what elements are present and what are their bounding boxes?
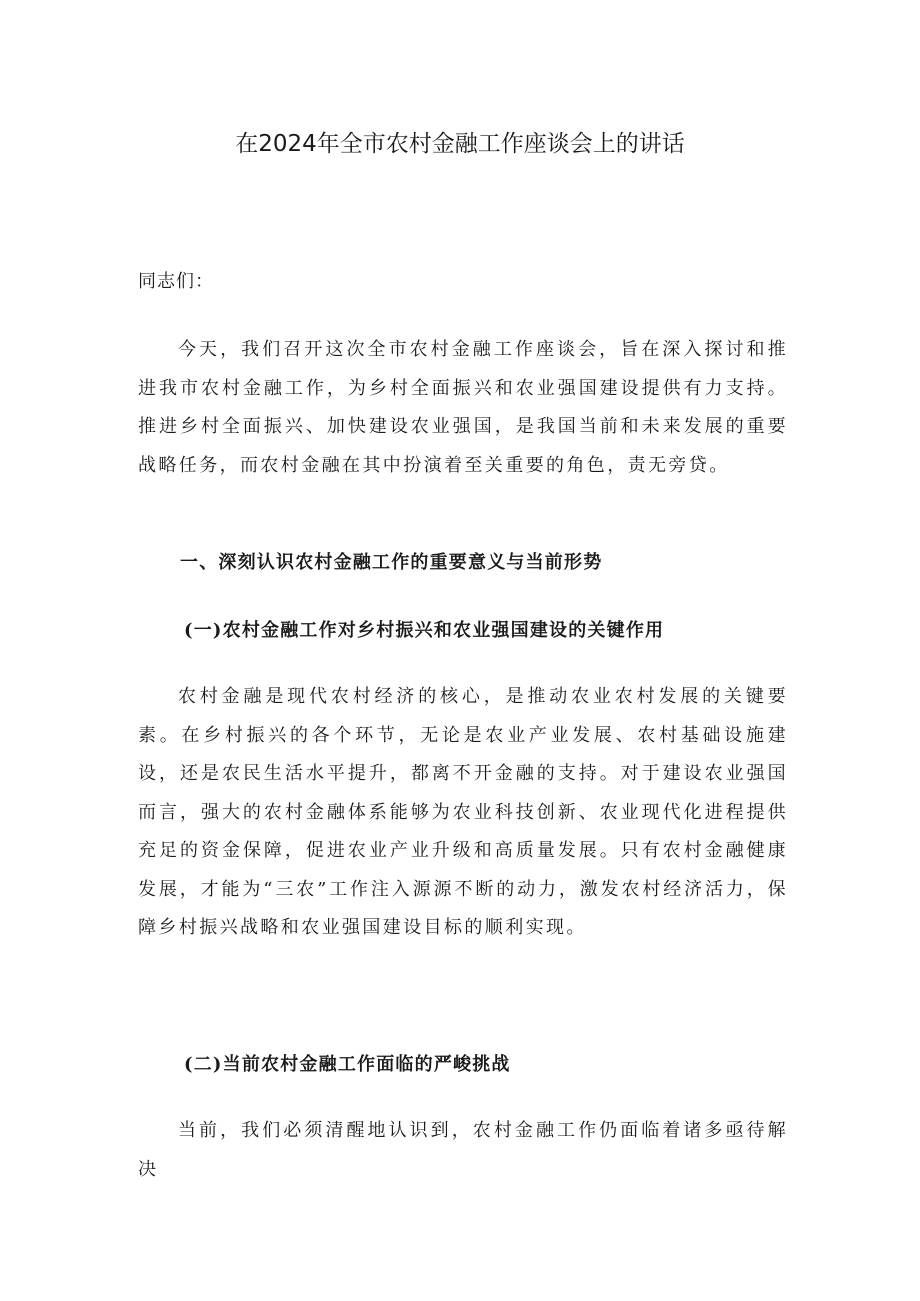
- section-heading-1: 一、深刻认识农村金融工作的重要意义与当前形势: [180, 552, 603, 573]
- subsection-heading-1-2: (二)当前农村金融工作面临的严峻挑战: [184, 1054, 511, 1075]
- paragraph-challenges: 当前，我们必须清醒地认识到，农村金融工作仍面临着诸多亟待解决: [138, 1120, 788, 1180]
- subsection-heading-1-1: (一)农村金融工作对乡村振兴和农业强国建设的关键作用: [184, 620, 665, 641]
- document-title: 在2024年全市农村金融工作座谈会上的讲话: [235, 131, 685, 157]
- paragraph-key-role: 农村金融是现代农村经济的核心，是推动农业农村发展的关键要素。在乡村振兴的各个环节，无论是农业产业发展、农村基础设施建设，还是农民生活水平提升，都离不开金融的支持。对于建设农业强国而言，强大的农村金融体系能够为农业科技创新、农业现代化进程提供充足的资金保障，促进农业产业升级和高质量发展。只有农村金融健康发展，才能为“三农”工作注入源源不断的动力，激发农村经济活力，保障乡村振兴战略和农业强国建设目标的顺利实现。: [138, 686, 788, 938]
- paragraph-opening: 今天，我们召开这次全市农村金融工作座谈会，旨在深入探讨和推进我市农村金融工作，为乡村全面振兴和农业强国建设提供有力支持。推进乡村全面振兴、加快建设农业强国，是我国当前和未来发展的重要战略任务，而农村金融在其中扮演着至关重要的角色，责无旁贷。: [138, 339, 788, 476]
- salutation: 同志们：: [138, 271, 214, 292]
